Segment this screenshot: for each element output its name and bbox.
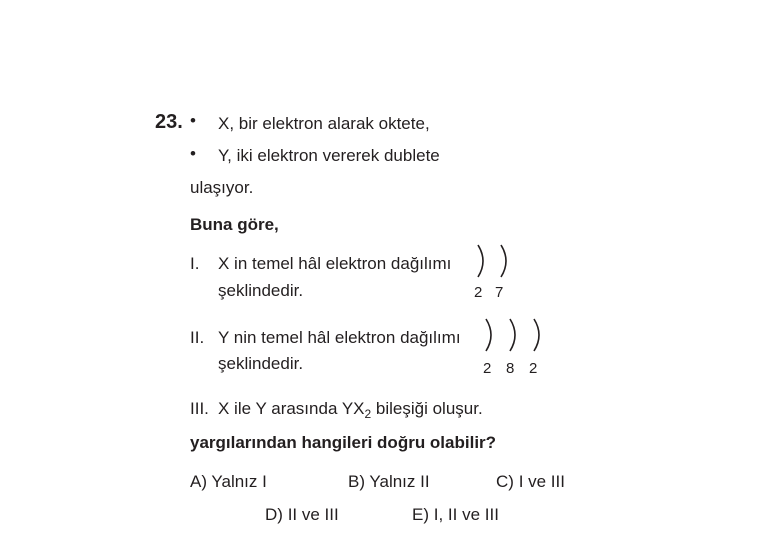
statement-3-roman: III.: [190, 399, 209, 418]
statement-1-text: X in temel hâl elektron dağılımı: [218, 254, 452, 273]
option-b-letter: B): [348, 472, 365, 491]
option-e-text: I, II ve III: [433, 505, 499, 524]
statement-1-roman: I.: [190, 254, 200, 273]
option-e-letter: E): [412, 505, 429, 524]
bullet-continuation: ulaşıyor.: [190, 178, 254, 197]
statement-2-shell-diagram: [482, 316, 552, 378]
statement-2-shell-count-2: 8: [506, 360, 515, 377]
statement-2-shell-count-1: 2: [483, 360, 492, 377]
option-c-text: I ve III: [518, 472, 565, 491]
statement-3-subscript: 2: [364, 407, 372, 421]
statement-1-shell-diagram: [474, 242, 524, 304]
option-b-text: Yalnız II: [369, 472, 430, 491]
option-c[interactable]: [496, 472, 565, 492]
question-number: 23.: [155, 111, 183, 133]
option-a-text: Yalnız I: [211, 472, 267, 491]
statement-2-roman: II.: [190, 328, 205, 347]
bullet-text-2: Y, iki elektron vererek dublete: [218, 146, 440, 165]
shell-arcs-icon: [482, 316, 552, 356]
question-ask: yargılarından hangileri doğru olabilir?: [190, 433, 497, 452]
statement-1-shell-count-1: 2: [474, 284, 483, 301]
option-a[interactable]: [190, 472, 267, 492]
prompt-text: Buna göre,: [190, 215, 279, 234]
bullet-dot-1: •: [190, 111, 196, 130]
option-e[interactable]: [412, 505, 499, 525]
bullet-text-1: X, bir elektron alarak oktete,: [218, 114, 430, 133]
option-d[interactable]: [265, 505, 339, 525]
bullet-dot-2: •: [190, 144, 196, 163]
statement-3-text-before: X ile Y arasında YX: [218, 399, 365, 418]
option-d-letter: D): [265, 505, 283, 524]
statement-2-shell-count-3: 2: [529, 360, 538, 377]
option-d-text: II ve III: [287, 505, 339, 524]
statement-3-text-after: bileşiği oluşur.: [371, 399, 483, 418]
option-c-letter: C): [496, 472, 514, 491]
statement-1-shell-count-2: 7: [495, 284, 504, 301]
statement-2-text: Y nin temel hâl elektron dağılımı: [218, 328, 461, 347]
option-a-letter: A): [190, 472, 207, 491]
shell-arcs-icon: [474, 242, 524, 282]
option-b[interactable]: [348, 472, 430, 492]
statement-3-text: [218, 399, 483, 421]
statement-2-continuation: şeklindedir.: [218, 354, 304, 373]
statement-1-continuation: şeklindedir.: [218, 281, 304, 300]
